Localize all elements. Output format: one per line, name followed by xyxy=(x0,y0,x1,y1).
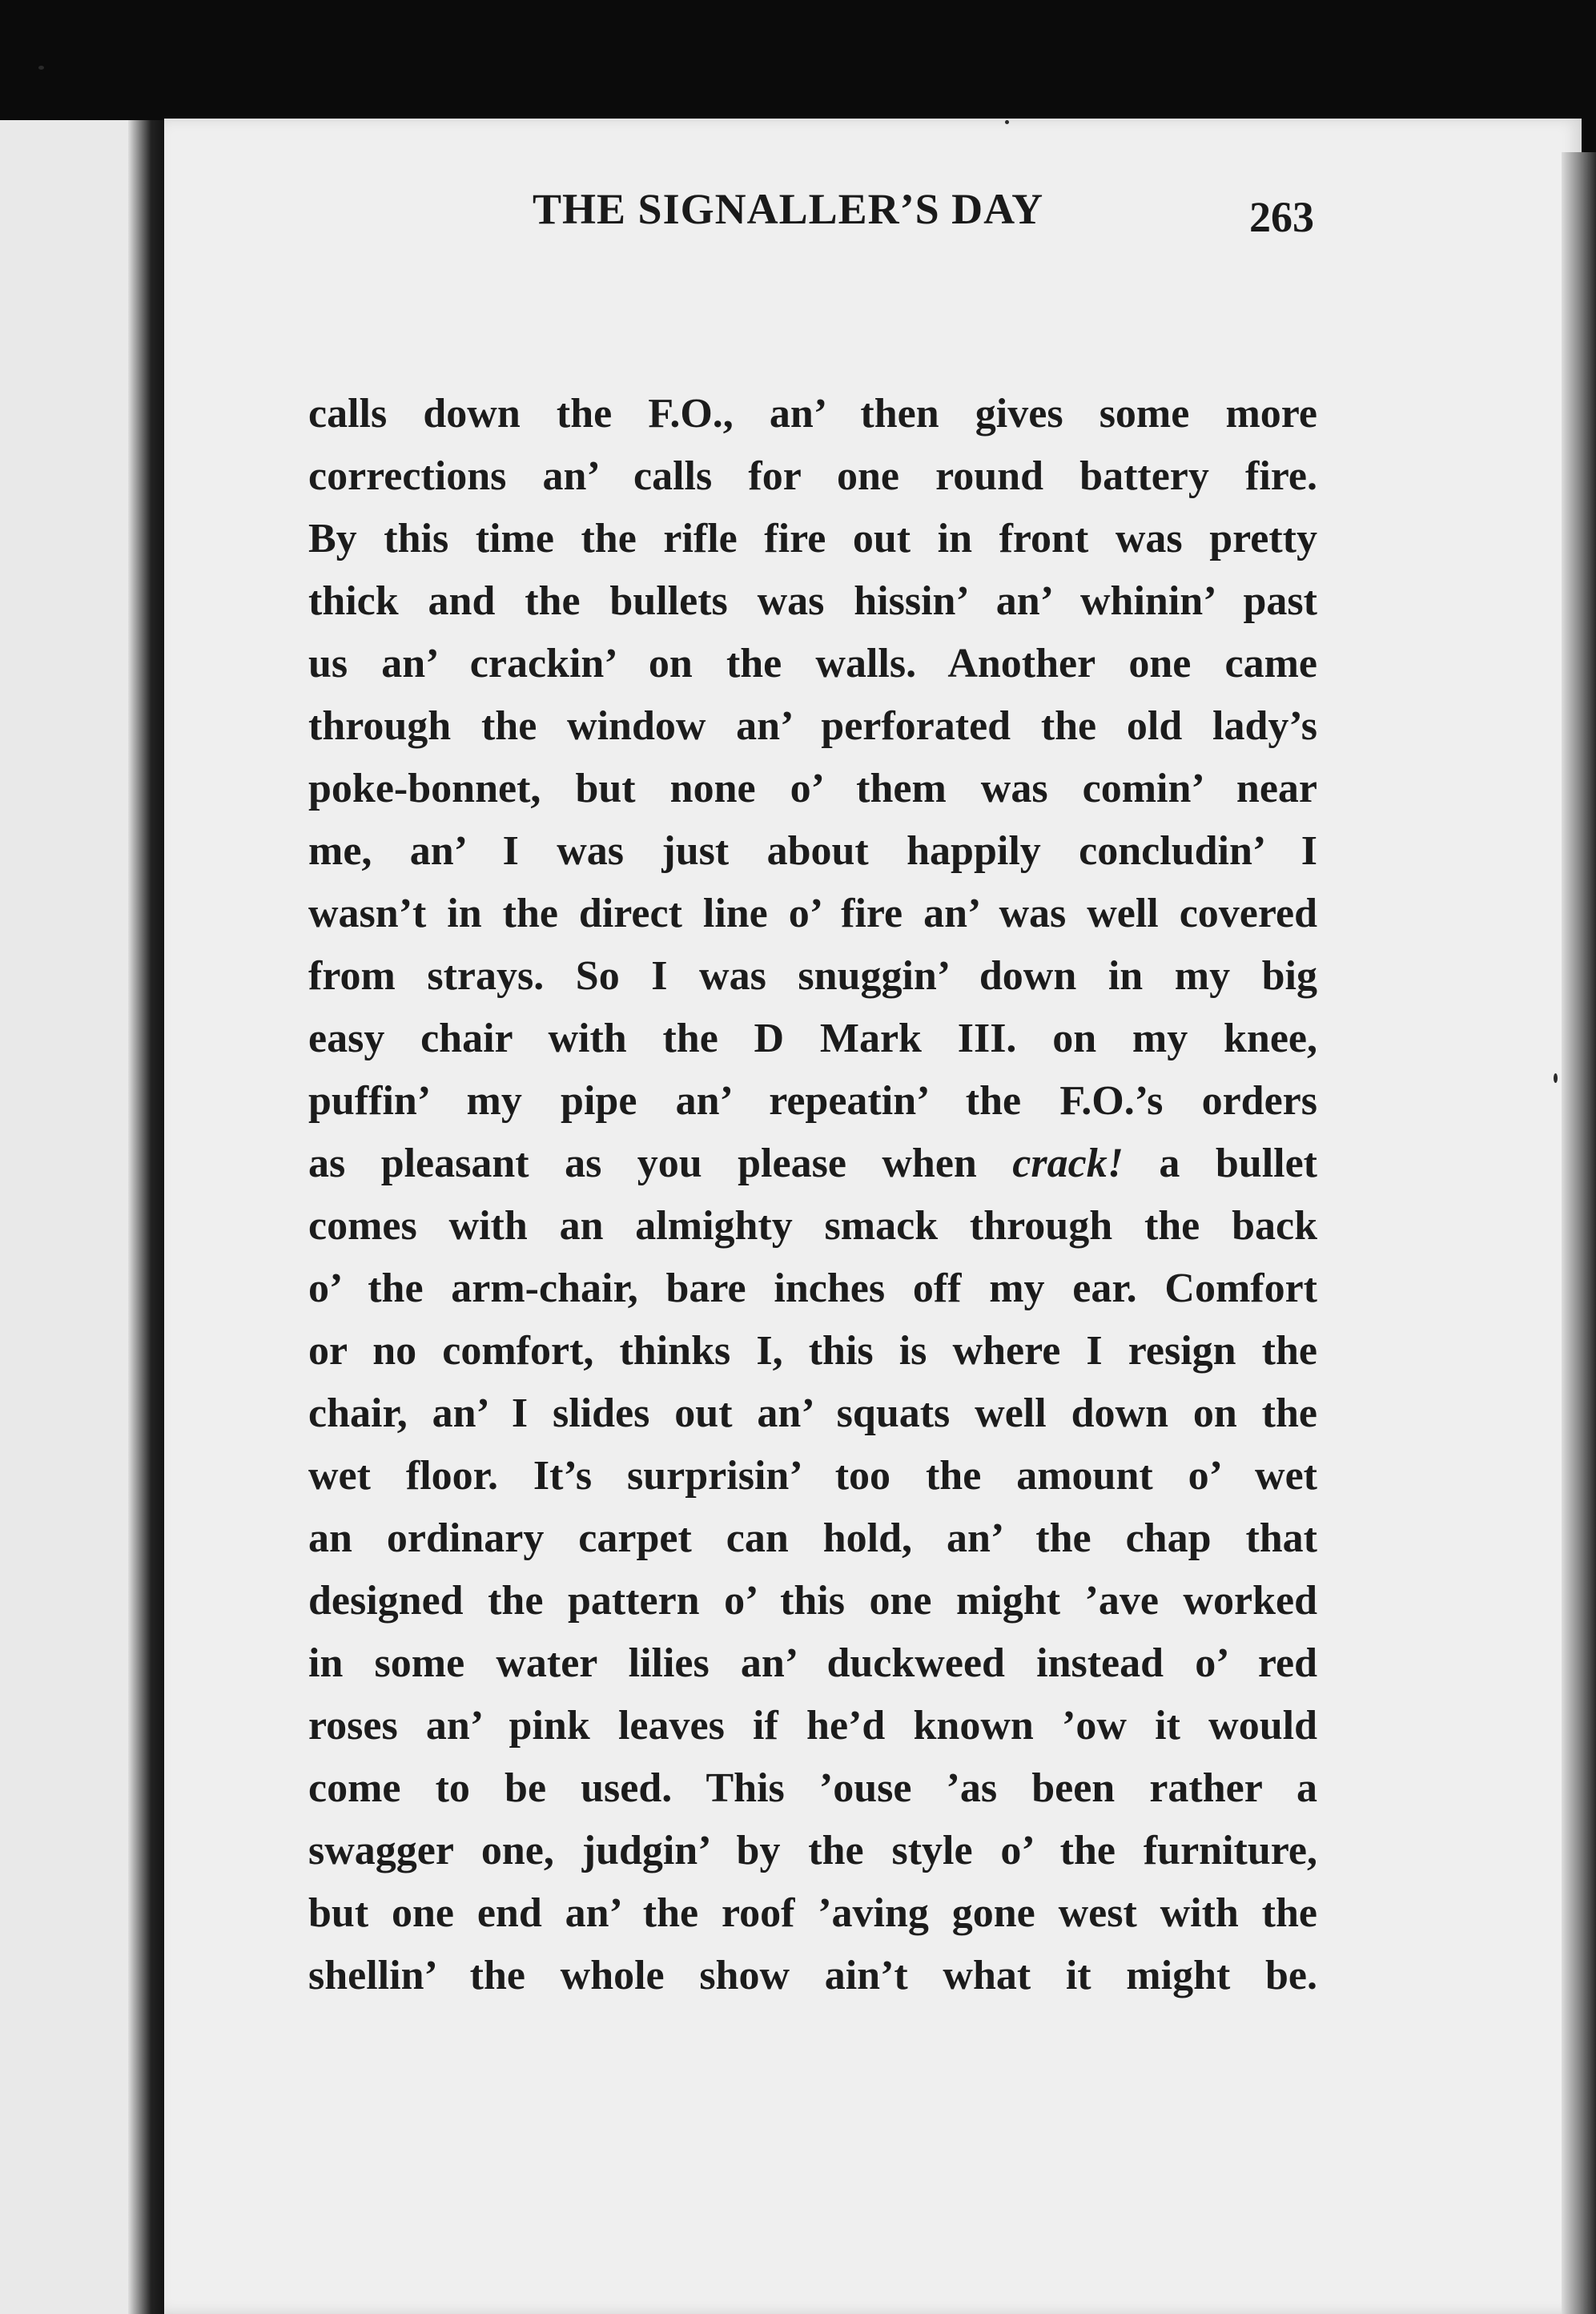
italic-word: crack! xyxy=(1012,1141,1124,1186)
text-line: swagger one, judgin’ by the style o’ the furniture, xyxy=(308,1828,1317,1873)
facing-page-edge xyxy=(0,120,148,2314)
text-line: o’ the arm-chair, bare inches off my ear. Comfort xyxy=(308,1266,1317,1311)
text-line: an ordinary carpet can hold, an’ the chap that xyxy=(308,1515,1317,1561)
text-line: me, an’ I was just about happily concludin’ I xyxy=(308,828,1317,874)
text-line-with-italic xyxy=(308,1133,1317,1195)
body-text xyxy=(308,383,1317,2007)
text-line: but one end an’ the roof ’aving gone west with the xyxy=(308,1890,1317,1936)
text-line: poke-bonnet, but none o’ them was comin’ near xyxy=(308,766,1317,811)
page-number: 263 xyxy=(1249,193,1314,241)
text-segment: a bullet xyxy=(1123,1141,1317,1186)
text-line: in some water lilies an’ duckweed instead o’ red xyxy=(308,1640,1317,1686)
text-line: thick and the bullets was hissin’ an’ whinin’ past xyxy=(308,578,1317,624)
text-line: corrections an’ calls for one round battery fire. xyxy=(308,453,1317,499)
page-right-edge xyxy=(1562,152,1596,2314)
text-line: come to be used. This ’ouse ’as been rather a xyxy=(308,1765,1317,1811)
text-line: from strays. So I was snuggin’ down in my big xyxy=(308,953,1317,999)
running-head xyxy=(368,184,1329,240)
dust-speck xyxy=(1554,1073,1558,1083)
text-line: By this time the rifle fire out in front was pretty xyxy=(308,516,1317,561)
text-line: calls down the F.O., an’ then gives some more xyxy=(308,391,1317,437)
text-line: easy chair with the D Mark III. on my knee, xyxy=(308,1016,1317,1061)
text-line: designed the pattern o’ this one might ’ave worked xyxy=(308,1578,1317,1624)
text-segment: as pleasant as you please when xyxy=(308,1141,1013,1186)
text-line: through the window an’ perforated the old lady’s xyxy=(308,703,1317,749)
text-line: us an’ crackin’ on the walls. Another one came xyxy=(308,641,1317,686)
text-line: wasn’t in the direct line o’ fire an’ was well covered xyxy=(308,891,1317,936)
running-title: THE SIGNALLER’S DAY xyxy=(533,185,1044,233)
dust-speck xyxy=(1005,120,1009,124)
text-line: or no comfort, thinks I, this is where I resign the xyxy=(308,1328,1317,1374)
text-line: shellin’ the whole show ain’t what it might be. xyxy=(308,1953,1317,1998)
book-spine xyxy=(128,120,167,2314)
text-line: comes with an almighty smack through the back xyxy=(308,1203,1317,1249)
dust-speck xyxy=(38,66,44,70)
text-line: roses an’ pink leaves if he’d known ’ow it would xyxy=(308,1703,1317,1749)
text-line: wet floor. It’s surprisin’ too the amount o’ wet xyxy=(308,1453,1317,1499)
text-line: puffin’ my pipe an’ repeatin’ the F.O.’s orders xyxy=(308,1078,1317,1124)
text-line: chair, an’ I slides out an’ squats well down on the xyxy=(308,1390,1317,1436)
